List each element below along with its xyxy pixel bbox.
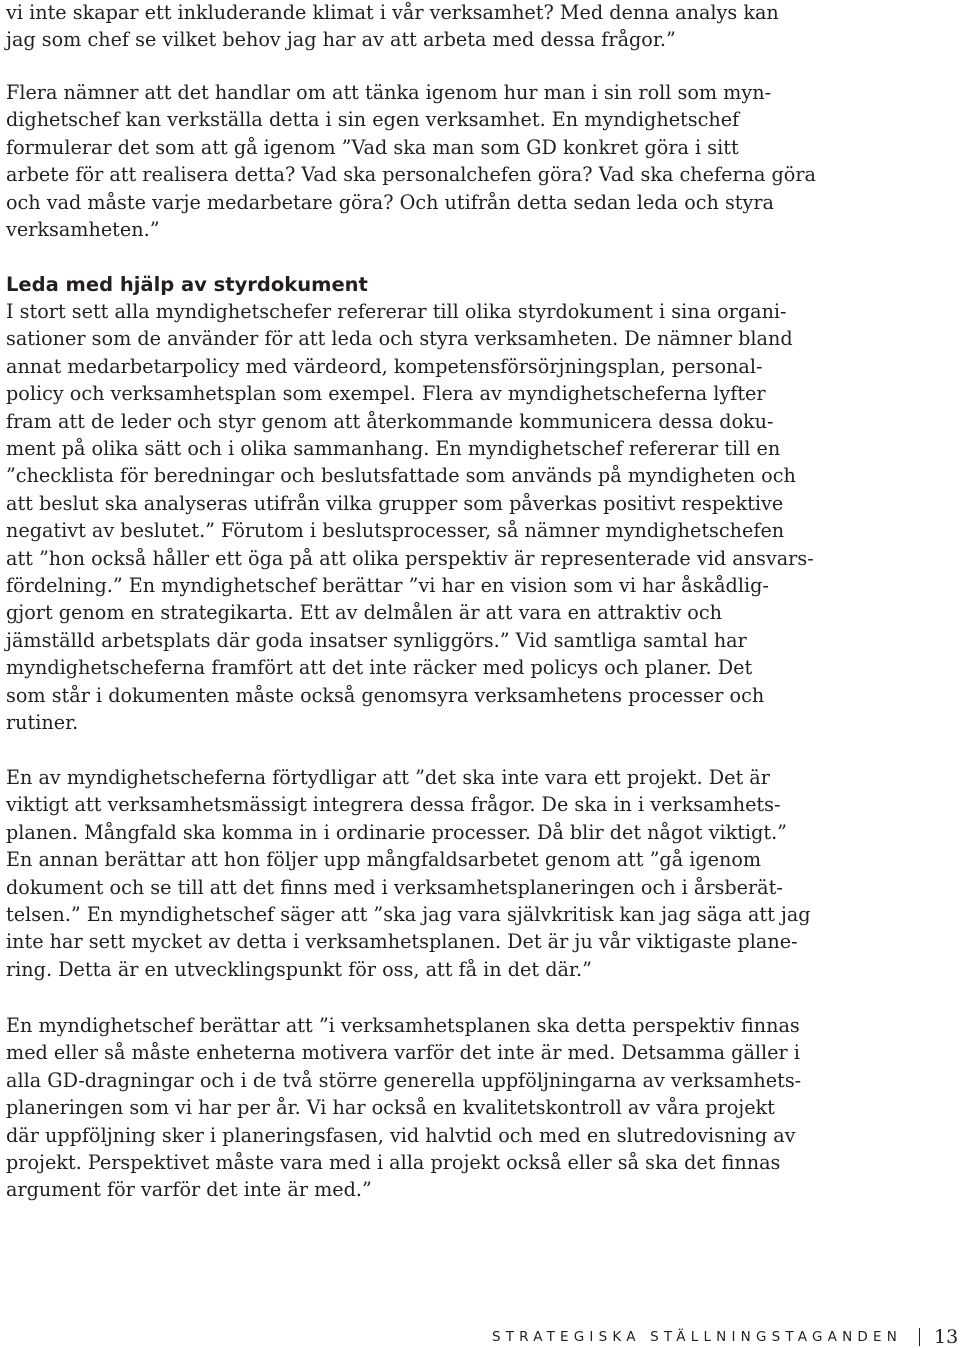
text-line: planeringen som vi har per år. Vi har också en kvalitetskontroll av våra projekt <box>6 1096 775 1120</box>
text-line: verksamheten.” <box>6 218 160 242</box>
section-heading: Leda med hjälp av styrdokument <box>6 273 368 296</box>
text-line: inte har sett mycket av detta i verksamhetsplanen. Det är ju vår viktigaste plane- <box>6 930 798 954</box>
text-line: med eller så måste enheterna motivera varför det inte är med. Detsamma gäller i <box>6 1041 800 1065</box>
text-line: formulerar det som att gå igenom ”Vad ska man som GD konkret göra i sitt <box>6 135 739 159</box>
text-line: dokument och se till att det finns med i verksamhetsplaneringen och i årsberät- <box>6 875 783 899</box>
page-number: 13 <box>934 1326 959 1348</box>
text-line: där uppföljning sker i planeringsfasen, vid halvtid och med en slutredovisning av <box>6 1123 796 1147</box>
text-line: argument för varför det inte är med.” <box>6 1178 372 1202</box>
text-line: och vad måste varje medarbetare göra? Och utifrån detta sedan leda och styra <box>6 190 774 214</box>
paragraph-2 <box>6 79 816 243</box>
text-line: rutiner. <box>6 711 79 735</box>
text-line: myndighetscheferna framfört att det inte räcker med policys och planer. Det <box>6 656 753 680</box>
text-line: En av myndighetscheferna förtydligar att ”det ska inte vara ett projekt. Det är <box>6 766 770 789</box>
paragraph-1 <box>6 0 779 54</box>
text-line: ring. Detta är en utvecklingspunkt för oss, att få in det där.” <box>6 957 592 981</box>
paragraph-3 <box>6 298 814 737</box>
page-footer <box>0 1326 960 1348</box>
text-line: projekt. Perspektivet måste vara med i alla projekt också eller så ska det finnas <box>6 1151 781 1175</box>
text-line: negativt av beslutet.” Förutom i beslutsprocesser, så nämner myndighetschefen <box>6 519 785 543</box>
text-line: viktigt att verksamhetsmässigt integrera dessa frågor. De ska in i verksamhets- <box>6 793 781 817</box>
text-line: att ”hon också håller ett öga på att olika perspektiv är representerade vid ansvars- <box>6 546 814 570</box>
footer-divider <box>919 1328 920 1346</box>
text-line: gjort genom en strategikarta. Ett av delmålen är att vara en attraktiv och <box>6 601 722 625</box>
text-line: dighetschef kan verkställa detta i sin egen verksamhet. En myndighetschef <box>6 108 740 132</box>
text-line: telsen.” En myndighetschef säger att ”ska jag vara självkritisk kan jag säga att jag <box>6 903 811 927</box>
text-line: Flera nämner att det handlar om att tänka igenom hur man i sin roll som myn- <box>6 81 772 104</box>
running-footer-title: STRATEGISKA STÄLLNINGSTAGANDEN <box>491 1329 902 1345</box>
text-line: ”checklista för beredningar och beslutsfattade som används på myndigheten och <box>6 464 796 488</box>
text-line: som står i dokumenten måste också genomsyra verksamhetens processer och <box>6 683 765 707</box>
text-line: jämställd arbetsplats där goda insatser synliggörs.” Vid samtliga samtal har <box>6 628 747 652</box>
text-line: En annan berättar att hon följer upp mångfaldsarbetet genom att ”gå igenom <box>6 848 762 872</box>
text-line: fram att de leder och styr genom att återkommande kommunicera dessa doku- <box>6 409 774 433</box>
text-line: arbete för att realisera detta? Vad ska personalchefen göra? Vad ska cheferna göra <box>6 163 816 187</box>
text-line: annat medarbetarpolicy med värdeord, kompetensförsörjningsplan, personal- <box>6 354 763 378</box>
text-line: En myndighetschef berättar att ”i verksamhetsplanen ska detta perspektiv finnas <box>6 1014 800 1037</box>
paragraph-4 <box>6 764 811 983</box>
text-line: att beslut ska analyseras utifrån vilka grupper som påverkas positivt respektive <box>6 491 784 515</box>
text-line: alla GD-dragningar och i de två större generella uppföljningarna av verksamhets- <box>6 1068 802 1092</box>
text-line: ment på olika sätt och i olika sammanhang. En myndighetschef refererar till en <box>6 437 781 461</box>
text-line: policy och verksamhetsplan som exempel. Flera av myndighetscheferna lyfter <box>6 382 766 406</box>
paragraph-5 <box>6 1012 801 1204</box>
text-line: sationer som de använder för att leda och styra verksamheten. De nämner bland <box>6 327 793 351</box>
text-line: vi inte skapar ett inkluderande klimat i vår verksamhet? Med denna analys kan <box>6 1 779 24</box>
text-line: planen. Mångfald ska komma in i ordinarie processer. Då blir det något viktigt.” <box>6 820 787 844</box>
text-line: I stort sett alla myndighetschefer refererar till olika styrdokument i sina organi- <box>6 300 787 323</box>
text-line: fördelning.” En myndighetschef berättar ”vi har en vision som vi har åskådlig- <box>6 574 769 598</box>
text-line: jag som chef se vilket behov jag har av att arbeta med dessa frågor.” <box>6 28 676 52</box>
